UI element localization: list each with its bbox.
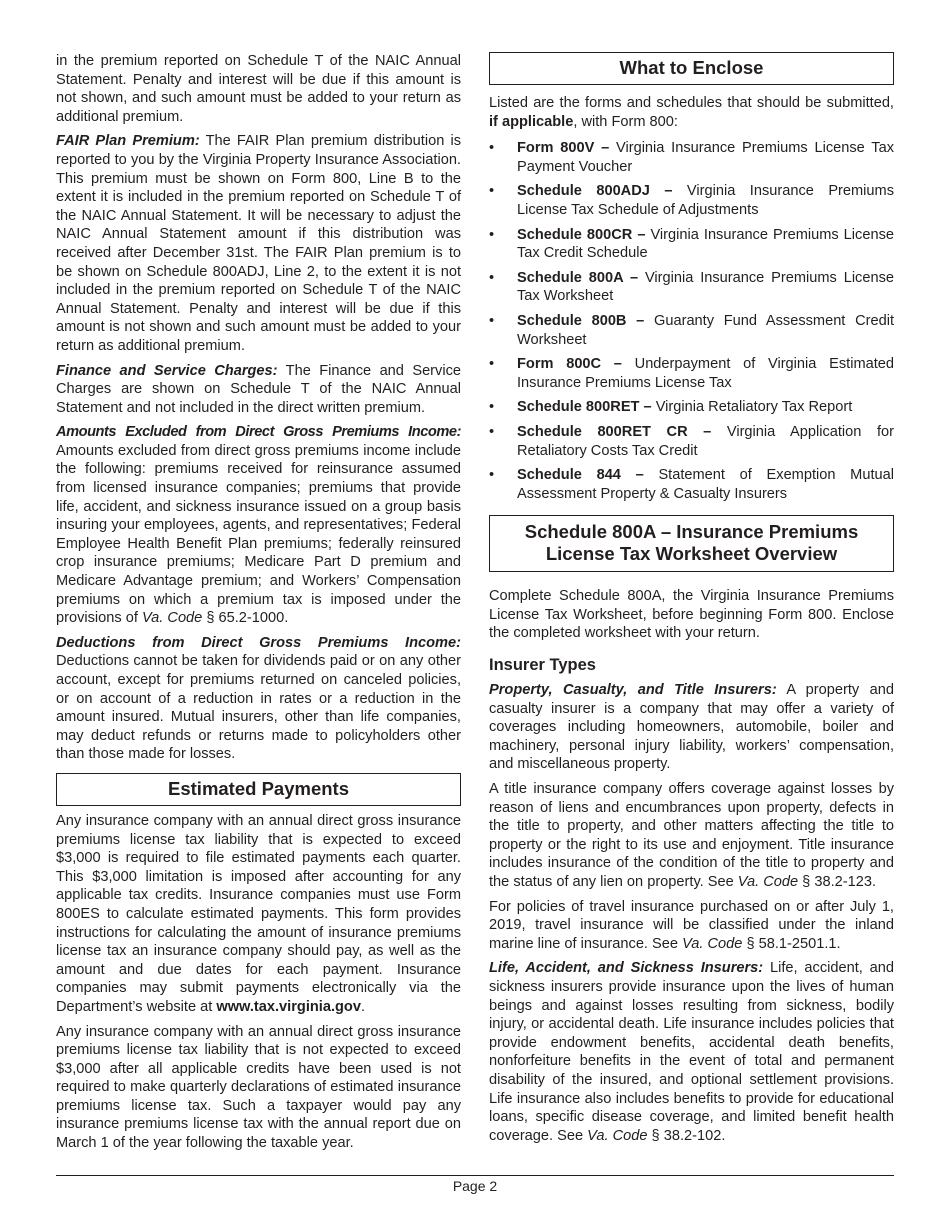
paragraph-life-accident-sickness [489,959,894,1145]
enclose-intro-end: , with Form 800: [573,113,678,130]
form-description: Statement of Exemption Mutual Assessment Property & Casualty Insurers [517,467,894,502]
bullet-icon: • [489,226,495,243]
footer-divider [56,1175,894,1176]
punctuation: . [360,998,366,1015]
paragraph-fair-plan [56,132,461,355]
paragraph-estimated-payments-1 [56,812,461,1017]
form-name: Form 800V – [517,140,610,157]
if-applicable-text: if applicable [489,113,574,130]
paragraph-enclose-intro [489,94,894,131]
enclose-intro-text: Listed are the forms and schedules that should be submitted, [489,95,894,111]
left-column [56,52,461,1159]
code-section: § 65.2-1000. [202,610,289,627]
form-name: Schedule 800A – [517,269,639,286]
overview-heading-line-2: License Tax Worksheet Overview [545,543,838,565]
deductions-text: Deductions cannot be taken for dividends paid or on any other account, except for premiums returned on canceled policies, or on account of a reduction in rates or a reduction in the amount insured. Mutual insurers, other than life companies, may deduct refunds or returns made to policyholders other than those made for losses. [56,653,461,763]
life-accident-sickness-text: Life, accident, and sickness insurers provide insurance upon the lives of human beings and against losses resulting from sickness, bodily injury, or accidental death. Life insurance includes policies that provide endowment benefits, accidental death benefits, nonforfeiture benefits in the event of total and permanent disability of the insured, and optional settlement provisions. Life insurance also includes benefits to provide for educational loans, specific disease coverage, and limited benefit health coverage. See [489,960,894,1144]
term-finance-charges: Finance and Service Charges: [56,362,278,379]
bullet-icon: • [489,356,495,373]
bullet-icon: • [489,399,495,416]
list-item [489,139,894,176]
form-description: Guaranty Fund Assessment Credit Worksheet [517,312,894,348]
form-description: Underpayment of Virginia Estimated Insurance Premiums License Tax [517,356,894,391]
paragraph-title-insurance [489,780,894,892]
form-name: Schedule 800RET CR – [517,423,712,440]
form-description: Virginia Insurance Premiums License Tax Worksheet [517,269,895,305]
travel-insurance-text: For policies of travel insurance purchased on or after July 1, 2019, travel insurance will be classified under the inland marine line of insurance. See [489,898,894,952]
enclosure-list [489,139,894,503]
bullet-icon: • [489,140,495,157]
term-property-casualty-title: Property, Casualty, and Title Insurers: [489,682,777,699]
form-description: Virginia Insurance Premiums License Tax Credit Schedule [517,226,894,262]
paragraph-amounts-excluded [56,423,461,628]
paragraph-overview: Complete Schedule 800A, the Virginia Insurance Premiums License Tax Worksheet, before beginning Form 800. Enclose the completed worksheet with your return. [489,588,894,642]
form-description: Virginia Application for Retaliatory Costs Tax Credit [517,423,894,459]
va-code-ref: Va. Code [587,1127,648,1144]
bullet-icon: • [489,423,495,440]
list-item [489,312,894,349]
form-name: Schedule 800ADJ – [517,183,673,200]
term-fair-plan: FAIR Plan Premium: [56,133,200,150]
form-name: Schedule 800RET – [517,399,652,416]
paragraph-property-casualty [489,681,894,774]
form-description: Virginia Insurance Premiums License Tax Payment Voucher [517,140,895,175]
paragraph-deductions [56,634,461,764]
term-amounts-excluded: Amounts Excluded from Direct Gross Premiums Income: [56,424,461,441]
amounts-excluded-text: Amounts excluded from direct gross premiums income include the following: premiums received for reinsurance assumed from licensed insurance companies; premiums that provide life, accident, and sickness insurance issued on a group basis insuring your employees, agents, and representatives; Federal Employee Health Benefit Plan premiums; federally reinsured crop insurance premiums; Medicare Part D premium and Medicare Advantage premium; and Workers’ Compensation premiums on which a premium tax is imposed under the provisions of [56,442,461,627]
list-item [489,355,894,392]
subheading-insurer-types: Insurer Types [489,656,596,675]
va-code-ref: Va. Code [141,610,203,627]
estimated-payments-text: Any insurance company with an annual direct gross insurance premiums license tax liability that is expected to exceed $3,000 is required to file estimated payments each quarter. This $3,000 limitation is imposed after accounting for any applicable tax credits. Insurance companies must use Form 800ES to calculate estimated payments. This form provides instructions for calculating the amount of insurance premiums license tax an insurance company should pay, as well as the amount and due dates for each payment. Insurance companies may submit payments electronically via the Department’s website at [56,812,461,1015]
section-heading-schedule-800a-overview [489,515,894,572]
overview-heading-line-1: Schedule 800A – Insurance Premiums [524,521,859,543]
va-code-ref: Va. Code [682,935,743,952]
bullet-icon: • [489,269,495,286]
paragraph-travel-insurance [489,898,894,954]
form-name: Schedule 844 – [517,467,644,484]
list-item [489,226,894,263]
bullet-icon: • [489,183,495,200]
section-heading-what-to-enclose: What to Enclose [489,52,894,85]
form-name: Schedule 800CR – [517,226,646,243]
property-casualty-text: A property and casualty insurer is a company that may offer a variety of coverages including homeowners, automobile, boiler and machinery, personal injury liability, workers’ compensation, and miscellaneous property. [489,682,894,773]
form-description: Virginia Insurance Premiums License Tax Schedule of Adjustments [517,183,894,218]
fair-plan-text: The FAIR Plan premium distribution is reported to you by the Virginia Property Insurance Association. This premium must be shown on Form 800, Line B to the extent it is included in the premium reported on Schedule T of the NAIC Annual Statement. It will be necessary to adjust the NAIC Annual Statement amount if this distribution was received after December 31st. The FAIR Plan premium is to be shown on Schedule 800ADJ, Line 2, to the extent it is not included in the premium reported on Schedule T of the NAIC Annual Statement. Penalty and interest will be due if this amount is not shown and such amount must be added to your return as additional premium. [56,133,461,354]
page-number: Page 2 [452,1178,498,1194]
va-code-ref: Va. Code [737,874,799,890]
finance-charges-text: The Finance and Service Charges are shown on Schedule T of the NAIC Annual Statement and not included in the direct written premium. [56,362,461,416]
term-life-accident-sickness: Life, Accident, and Sickness Insurers: [489,960,764,977]
list-item [489,182,894,219]
right-column [489,52,894,1151]
code-section: § 38.2-102. [647,1127,726,1144]
list-item [489,398,894,417]
code-section: § 38.2-123. [798,874,877,890]
code-section: § 58.1-2501.1. [742,935,841,952]
term-deductions: Deductions from Direct Gross Premiums Income: [56,634,461,651]
title-insurance-text: A title insurance company offers coverage against losses by reason of liens and encumbrances upon property, defects in the title to property, and other matters affecting the title to property or the right to its use and enjoyment. Title insurance includes insurance of the condition of the title to property and the status of any lien on property. See [489,781,894,890]
list-item [489,269,894,306]
paragraph-estimated-payments-2: Any insurance company with an annual direct gross insurance premiums license tax liability that is not expected to exceed $3,000 after all applicable credits have been used is not required to make quarterly declarations of estimated insurance premiums license tax. Such a taxpayer would pay any insurance premiums license tax with the annual report due on March 1 of the year following the taxable year. [56,1023,461,1152]
form-name: Form 800C – [517,356,622,373]
paragraph-naic-continuation: in the premium reported on Schedule T of the NAIC Annual Statement. Penalty and interest will be due if this amount is not shown, and such amount must be added to your return as additional premium. [56,53,461,125]
bullet-icon: • [489,467,495,484]
section-heading-estimated-payments: Estimated Payments [56,773,461,806]
list-item [489,423,894,460]
form-name: Schedule 800B – [517,312,645,329]
bullet-icon: • [489,312,495,329]
form-description: Virginia Retaliatory Tax Report [651,399,853,416]
paragraph-finance-charges [56,362,461,418]
list-item [489,466,894,503]
tax-website-link[interactable]: www.tax.virginia.gov [216,998,361,1015]
